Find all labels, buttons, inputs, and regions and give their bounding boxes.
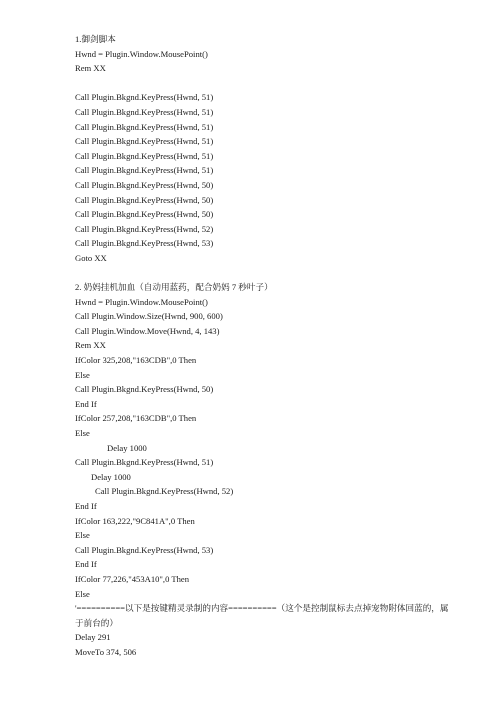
code-line: Call Plugin.Bkgnd.KeyPress(Hwnd, 50) — [75, 209, 214, 220]
code-line: Call Plugin.Bkgnd.KeyPress(Hwnd, 53) — [75, 544, 214, 555]
blank-line — [75, 76, 455, 91]
code-line: Else — [75, 369, 90, 380]
section-heading-1: 1.御剑脚本 — [75, 34, 116, 44]
code-line: End If — [75, 398, 97, 409]
code-line: MoveTo 374, 506 — [75, 646, 137, 657]
code-line: Call Plugin.Bkgnd.KeyPress(Hwnd, 50) — [75, 194, 214, 205]
code-line: Rem XX — [75, 63, 106, 74]
code-line: End If — [75, 559, 97, 570]
code-line: Call Plugin.Bkgnd.KeyPress(Hwnd, 51) — [75, 121, 214, 132]
code-line: IfColor 257,208,"163CDB",0 Then — [75, 413, 197, 424]
code-line: Else — [75, 588, 90, 599]
code-line: Call Plugin.Bkgnd.KeyPress(Hwnd, 52) — [75, 223, 214, 234]
code-line: Call Plugin.Bkgnd.KeyPress(Hwnd, 51) — [75, 92, 214, 103]
code-line: Hwnd = Plugin.Window.MousePoint() — [75, 48, 208, 59]
code-line: End If — [75, 501, 97, 511]
code-line: Delay 1000 — [91, 471, 131, 482]
comment-line: '==========以下是按键精灵录制的内容==========（这个是控制鼠标去点掉宠物附体回蓝的，属于前台的） — [75, 603, 449, 628]
blank-line — [75, 266, 455, 281]
section-heading-2: 2. 奶妈挂机加血（自动用蓝药，配合奶妈 7 秒叶子） — [75, 282, 273, 293]
code-line: Call Plugin.Bkgnd.KeyPress(Hwnd, 50) — [75, 179, 214, 190]
code-line: Call Plugin.Bkgnd.KeyPress(Hwnd, 51) — [75, 136, 214, 147]
code-line: Call Plugin.Bkgnd.KeyPress(Hwnd, 51) — [75, 106, 214, 117]
code-line: Call Plugin.Bkgnd.KeyPress(Hwnd, 53) — [75, 238, 214, 249]
code-line: Call Plugin.Bkgnd.KeyPress(Hwnd, 50) — [75, 384, 214, 395]
code-line: IfColor 163,222,"9C841A",0 Then — [75, 515, 195, 526]
code-line: Call Plugin.Bkgnd.KeyPress(Hwnd, 51) — [75, 457, 214, 468]
code-line: IfColor 77,226,"453A10",0 Then — [75, 573, 190, 584]
code-line: Delay 291 — [75, 632, 111, 643]
code-line: Call Plugin.Window.Size(Hwnd, 900, 600) — [75, 311, 223, 322]
code-line: Hwnd = Plugin.Window.MousePoint() — [75, 296, 208, 307]
code-line: Call Plugin.Bkgnd.KeyPress(Hwnd, 52) — [95, 486, 234, 497]
code-line: IfColor 325,208,"163CDB",0 Then — [75, 355, 197, 366]
code-line: Call Plugin.Bkgnd.KeyPress(Hwnd, 51) — [75, 150, 214, 161]
code-line: Goto XX — [75, 252, 107, 263]
code-line: Rem XX — [75, 340, 106, 351]
code-line: Else — [75, 428, 90, 439]
code-line: Delay 1000 — [107, 442, 147, 453]
script-document — [75, 32, 455, 660]
code-line: Call Plugin.Bkgnd.KeyPress(Hwnd, 51) — [75, 165, 214, 176]
code-line: Call Plugin.Window.Move(Hwnd, 4, 143) — [75, 325, 220, 336]
code-line: Else — [75, 530, 90, 541]
